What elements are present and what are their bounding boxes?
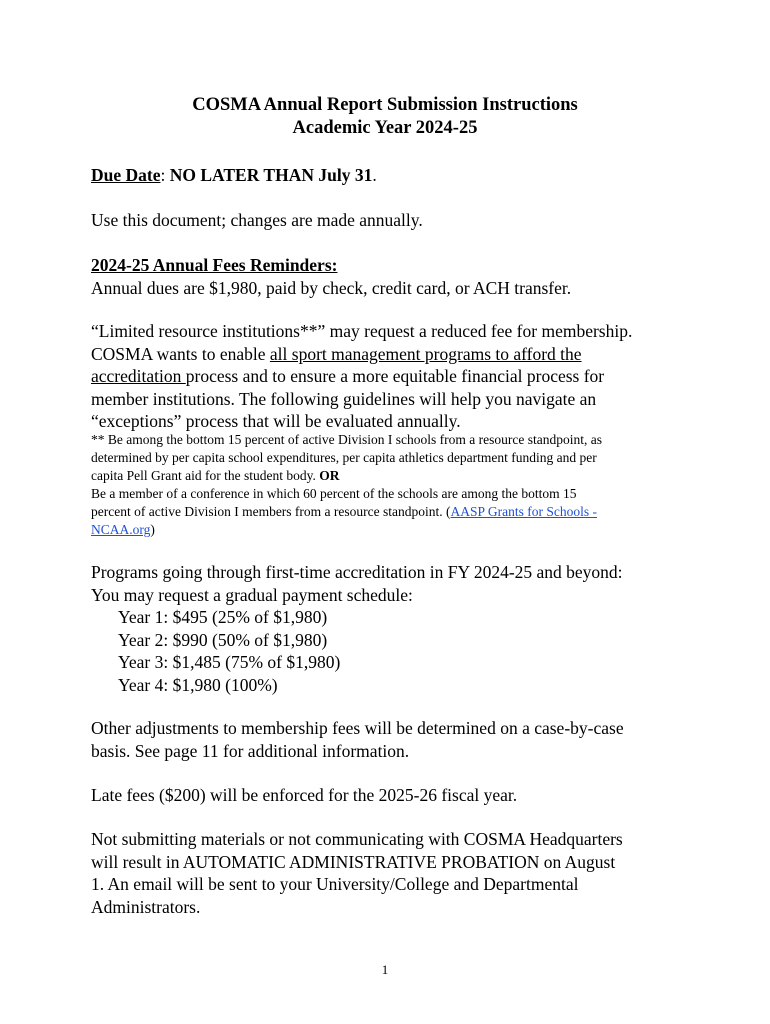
probation-paragraph (91, 828, 691, 918)
limited-line-2 (91, 343, 691, 366)
payment-year-1: Year 1: $495 (25% of $1,980) (118, 607, 328, 627)
limited-line-5: “exceptions” process that will be evaluated annually. (91, 411, 461, 431)
due-date-end: . (372, 165, 377, 185)
limited-line-1: “Limited resource institutions**” may request a reduced fee for membership. (91, 321, 633, 341)
page-title (0, 94, 770, 140)
limited-line-2-underlined: all sport management programs to afford the (269, 343, 582, 364)
due-date-label: Due Date (91, 165, 161, 185)
due-date-value: NO LATER THAN July 31 (169, 165, 373, 185)
probation-line-2: will result in AUTOMATIC ADMINISTRATIVE PROBATION on August (91, 851, 616, 872)
other-line-2: basis. See page 11 for additional information. (91, 740, 410, 761)
title-line-2: Academic Year 2024-25 (292, 118, 478, 138)
other-adjustments-paragraph (91, 717, 691, 762)
limited-line-2-pre: COSMA wants to enable (91, 343, 270, 364)
probation-line-1: Not submitting materials or not communicating with COSMA Headquarters (91, 829, 623, 849)
limited-line-3 (91, 365, 691, 388)
limited-line-4: member institutions. The following guidelines will help you navigate an (91, 388, 597, 409)
note-line-2: determined by per capita school expenditures, per capita athletics department funding and per (91, 450, 597, 465)
programs-line-1: Programs going through first-time accreditation in FY 2024-25 and beyond: (91, 562, 623, 582)
footnote-block (91, 431, 691, 539)
note-line-6-post: ) (150, 522, 155, 537)
note-line-1: ** Be among the bottom 15 percent of active Division I schools from a resource standpoint, as (91, 432, 603, 447)
payment-year-2: Year 2: $990 (50% of $1,980) (118, 629, 328, 650)
due-date-separator: : (160, 165, 170, 185)
payment-year-3: Year 3: $1,485 (75% of $1,980) (118, 652, 341, 672)
ncaa-link[interactable]: NCAA.org (91, 522, 151, 537)
due-date-line (91, 164, 691, 187)
limited-resource-paragraph (91, 320, 691, 433)
note-line-5-text: percent of active Division I members from a resource standpoint. ( (91, 504, 451, 519)
title-line-1: COSMA Annual Report Submission Instructions (192, 95, 578, 115)
page-number: 1 (381, 962, 389, 977)
note-line-3 (91, 467, 691, 485)
fees-dues-text: Annual dues are $1,980, paid by check, credit card, or ACH transfer. (91, 277, 572, 298)
programs-line-2: You may request a gradual payment schedule: (91, 584, 413, 605)
limited-line-3-post: process and to ensure a more equitable financial process for (185, 366, 605, 386)
payment-year-4: Year 4: $1,980 (100%) (118, 674, 278, 695)
limited-line-3-underlined: accreditation (91, 366, 186, 386)
other-line-1: Other adjustments to membership fees will be determined on a case-by-case (91, 718, 624, 738)
note-line-5 (91, 503, 691, 521)
note-line-6 (91, 521, 691, 539)
note-or: OR (319, 468, 340, 483)
note-line-3-text: capita Pell Grant aid for the student body. (91, 468, 320, 483)
aasp-grants-link[interactable]: AASP Grants for Schools - (450, 504, 598, 519)
fees-section (91, 254, 691, 299)
late-fees-text: Late fees ($200) will be enforced for the 2025-26 fiscal year. (91, 785, 518, 805)
intro-text: Use this document; changes are made annually. (91, 210, 423, 230)
fees-heading: 2024-25 Annual Fees Reminders: (91, 255, 338, 275)
probation-line-4: Administrators. (91, 896, 201, 917)
programs-section (91, 561, 691, 696)
note-line-4: Be a member of a conference in which 60 percent of the schools are among the bottom 15 (91, 486, 577, 501)
probation-line-3: 1. An email will be sent to your University/College and Departmental (91, 874, 579, 894)
